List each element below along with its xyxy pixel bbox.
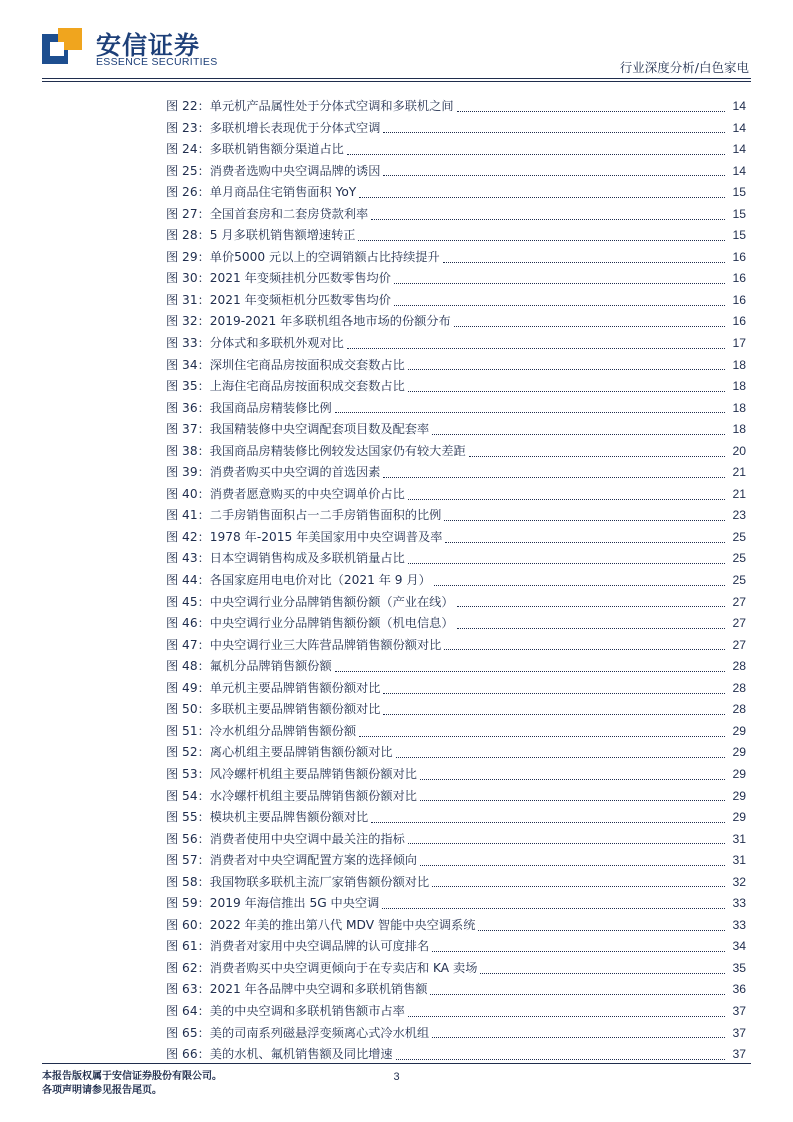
- toc-entry[interactable]: [166, 355, 746, 377]
- toc-page-number: 25: [732, 529, 746, 544]
- toc-entry[interactable]: [166, 742, 746, 764]
- toc-entry[interactable]: [166, 592, 746, 614]
- toc-entry[interactable]: [166, 118, 746, 140]
- toc-page-number: 14: [732, 142, 746, 157]
- toc-figure-number: 图 38：: [166, 443, 210, 458]
- toc-figure-number: 图 51：: [166, 723, 210, 738]
- toc-figure-number: 图 30：: [166, 271, 210, 286]
- toc-figure-number: 图 57：: [166, 853, 210, 868]
- toc-entry[interactable]: [166, 1001, 746, 1023]
- toc-figure-title: 冷水机组分品牌销售额份额: [209, 723, 357, 738]
- toc-dot-leader: [396, 756, 725, 758]
- toc-figure-number: 图 29：: [166, 249, 210, 264]
- toc-dot-leader: [383, 713, 725, 715]
- toc-page-number: 28: [732, 680, 746, 695]
- toc-entry[interactable]: [166, 247, 746, 269]
- toc-figure-title: 2021 年各品牌中央空调和多联机销售额: [209, 982, 428, 997]
- toc-page-number: 32: [732, 874, 746, 889]
- toc-figure-number: 图 25：: [166, 163, 210, 178]
- toc-page-number: 23: [732, 508, 746, 523]
- toc-figure-title: 我国商品房精装修比例较发达国家仍有较大差距: [209, 443, 466, 458]
- toc-dot-leader: [408, 368, 725, 370]
- toc-page-number: 25: [732, 551, 746, 566]
- toc-figure-number: 图 65：: [166, 1025, 210, 1040]
- toc-figure-title: 中央空调行业分品牌销售额份额（产业在线）: [209, 594, 454, 609]
- toc-figure-number: 图 60：: [166, 917, 210, 932]
- toc-entry[interactable]: [166, 376, 746, 398]
- toc-dot-leader: [444, 519, 725, 521]
- toc-figure-title: 分体式和多联机外观对比: [209, 336, 344, 351]
- toc-entry[interactable]: [166, 333, 746, 355]
- toc-figure-number: 图 53：: [166, 766, 210, 781]
- toc-figure-number: 图 66：: [166, 1047, 210, 1062]
- toc-figure-number: 图 40：: [166, 486, 210, 501]
- toc-entry[interactable]: [166, 872, 746, 894]
- toc-figure-number: 图 55：: [166, 810, 210, 825]
- toc-figure-title: 日本空调销售构成及多联机销量占比: [209, 551, 405, 566]
- toc-figure-number: 图 49：: [166, 680, 210, 695]
- toc-entry[interactable]: [166, 635, 746, 657]
- toc-page-number: 16: [732, 292, 746, 307]
- toc-figure-title: 氟机分品牌销售额份额: [209, 659, 332, 674]
- toc-entry[interactable]: [166, 1023, 746, 1045]
- toc-figure-title: 单元机主要品牌销售额份额对比: [209, 680, 381, 695]
- toc-entry[interactable]: [166, 570, 746, 592]
- toc-dot-leader: [432, 950, 725, 952]
- toc-page-number: 18: [732, 400, 746, 415]
- toc-page-number: 37: [732, 1025, 746, 1040]
- toc-entry[interactable]: [166, 764, 746, 786]
- toc-dot-leader: [335, 411, 725, 413]
- toc-figure-number: 图 50：: [166, 702, 210, 717]
- toc-figure-title: 消费者使用中央空调中最关注的指标: [209, 831, 405, 846]
- toc-figure-number: 图 28：: [166, 228, 210, 243]
- toc-dot-leader: [420, 864, 725, 866]
- toc-dot-leader: [434, 584, 725, 586]
- toc-figure-title: 上海住宅商品房按面积成交套数占比: [209, 379, 405, 394]
- toc-page-number: 29: [732, 788, 746, 803]
- toc-page-number: 31: [732, 831, 746, 846]
- toc-figure-title: 二手房销售面积占一二手房销售面积的比例: [209, 508, 442, 523]
- toc-entry[interactable]: [166, 915, 746, 937]
- toc-dot-leader: [347, 153, 725, 155]
- toc-page-number: 16: [732, 271, 746, 286]
- toc-page-number: 15: [732, 228, 746, 243]
- toc-entry[interactable]: [166, 225, 746, 247]
- toc-figure-title: 2022 年美的推出第八代 MDV 智能中央空调系统: [209, 917, 476, 932]
- toc-entry[interactable]: [166, 161, 746, 183]
- toc-entry[interactable]: [166, 290, 746, 312]
- toc-entry[interactable]: [166, 936, 746, 958]
- toc-entry[interactable]: [166, 548, 746, 570]
- toc-figure-number: 图 58：: [166, 874, 210, 889]
- toc-entry[interactable]: [166, 786, 746, 808]
- toc-figure-title: 我国精装修中央空调配套项目数及配套率: [209, 422, 430, 437]
- toc-entry[interactable]: [166, 419, 746, 441]
- toc-figure-title: 消费者愿意购买的中央空调单价占比: [209, 486, 405, 501]
- brand-name-en: ESSENCE SECURITIES: [96, 56, 218, 68]
- toc-page-number: 21: [732, 486, 746, 501]
- toc-figure-number: 图 48：: [166, 659, 210, 674]
- toc-figure-number: 图 23：: [166, 120, 210, 135]
- toc-page-number: 14: [732, 163, 746, 178]
- toc-figure-number: 图 61：: [166, 939, 210, 954]
- toc-dot-leader: [358, 239, 725, 241]
- footer-divider: [42, 1063, 751, 1064]
- toc-figure-number: 图 56：: [166, 831, 210, 846]
- toc-entry[interactable]: [166, 807, 746, 829]
- toc-page-number: 15: [732, 185, 746, 200]
- toc-page-number: 27: [732, 616, 746, 631]
- toc-entry[interactable]: [166, 656, 746, 678]
- toc-figure-number: 图 54：: [166, 788, 210, 803]
- toc-figure-title: 消费者购买中央空调的首选因素: [209, 465, 381, 480]
- toc-figure-number: 图 37：: [166, 422, 210, 437]
- toc-figure-title: 各国家庭用电电价对比（2021 年 9 月）: [209, 573, 431, 588]
- toc-entry[interactable]: [166, 462, 746, 484]
- toc-entry[interactable]: [166, 979, 746, 1001]
- toc-figure-number: 图 26：: [166, 185, 210, 200]
- toc-dot-leader: [480, 972, 725, 974]
- toc-figure-title: 深圳住宅商品房按面积成交套数占比: [209, 357, 405, 372]
- toc-page-number: 28: [732, 659, 746, 674]
- toc-entry[interactable]: [166, 829, 746, 851]
- toc-dot-leader: [359, 196, 725, 198]
- toc-dot-leader: [383, 131, 725, 133]
- toc-figure-title: 风冷螺杆机组主要品牌销售额份额对比: [209, 766, 417, 781]
- toc-figure-title: 2019-2021 年多联机组各地市场的份额分布: [209, 314, 451, 329]
- toc-page-number: 14: [732, 120, 746, 135]
- toc-entry[interactable]: [166, 441, 746, 463]
- toc-dot-leader: [335, 670, 725, 672]
- toc-page-number: 33: [732, 896, 746, 911]
- toc-page-number: 15: [732, 206, 746, 221]
- essence-logo-icon: [42, 28, 86, 72]
- toc-page-number: 16: [732, 249, 746, 264]
- toc-dot-leader: [347, 347, 725, 349]
- toc-figure-number: 图 52：: [166, 745, 210, 760]
- toc-dot-leader: [469, 455, 725, 457]
- toc-figure-number: 图 46：: [166, 616, 210, 631]
- toc-dot-leader: [432, 885, 725, 887]
- toc-dot-leader: [394, 282, 725, 284]
- toc-dot-leader: [457, 627, 725, 629]
- toc-figure-number: 图 35：: [166, 379, 210, 394]
- toc-figure-title: 消费者购买中央空调更倾向于在专卖店和 KA 卖场: [209, 960, 478, 975]
- toc-page-number: 34: [732, 939, 746, 954]
- toc-dot-leader: [383, 476, 725, 478]
- toc-figure-number: 图 43：: [166, 551, 210, 566]
- toc-figure-title: 中央空调行业分品牌销售额份额（机电信息）: [209, 616, 454, 631]
- toc-dot-leader: [454, 325, 725, 327]
- toc-dot-leader: [408, 562, 725, 564]
- toc-page-number: 31: [732, 853, 746, 868]
- toc-figure-title: 多联机增长表现优于分体式空调: [209, 120, 381, 135]
- toc-dot-leader: [432, 1036, 725, 1038]
- toc-dot-leader: [408, 1015, 725, 1017]
- toc-figure-number: 图 31：: [166, 292, 210, 307]
- toc-figure-title: 2021 年变频挂机分匹数零售均价: [209, 271, 391, 286]
- toc-figure-number: 图 32：: [166, 314, 210, 329]
- toc-dot-leader: [478, 929, 725, 931]
- toc-figure-number: 图 64：: [166, 1003, 210, 1018]
- toc-figure-number: 图 44：: [166, 573, 210, 588]
- toc-figure-title: 模块机主要品牌售额份额对比: [209, 810, 369, 825]
- brand-name-cn: 安信证券: [96, 31, 201, 60]
- toc-figure-number: 图 63：: [166, 982, 210, 997]
- toc-dot-leader: [420, 799, 725, 801]
- toc-figure-number: 图 41：: [166, 508, 210, 523]
- toc-page-number: 36: [732, 982, 746, 997]
- toc-figure-title: 全国首套房和二套房贷款利率: [209, 206, 369, 221]
- header-divider-secondary: [42, 81, 751, 82]
- toc-dot-leader: [432, 433, 725, 435]
- toc-page-number: 17: [732, 336, 746, 351]
- disclaimer-notice: 各项声明请参见报告尾页。: [42, 1085, 162, 1096]
- toc-figure-number: 图 42：: [166, 529, 210, 544]
- toc-page-number: 33: [732, 917, 746, 932]
- toc-figure-title: 美的中央空调和多联机销售额市占率: [209, 1003, 405, 1018]
- toc-entry[interactable]: [166, 613, 746, 635]
- toc-page-number: 28: [732, 702, 746, 717]
- toc-figure-title: 2019 年海信推出 5G 中央空调: [209, 896, 380, 911]
- toc-page-number: 18: [732, 357, 746, 372]
- toc-page-number: 16: [732, 314, 746, 329]
- toc-entry[interactable]: [166, 398, 746, 420]
- toc-dot-leader: [457, 605, 725, 607]
- header-divider: [42, 78, 751, 79]
- toc-figure-number: 图 33：: [166, 336, 210, 351]
- toc-page-number: 25: [732, 573, 746, 588]
- toc-page-number: 18: [732, 422, 746, 437]
- toc-dot-leader: [445, 541, 725, 543]
- toc-page-number: 37: [732, 1047, 746, 1062]
- toc-figure-number: 图 62：: [166, 960, 210, 975]
- toc-entry[interactable]: [166, 505, 746, 527]
- toc-entry[interactable]: [166, 204, 746, 226]
- toc-entry[interactable]: [166, 699, 746, 721]
- toc-figure-title: 多联机主要品牌销售额份额对比: [209, 702, 381, 717]
- toc-entry[interactable]: [166, 678, 746, 700]
- toc-figure-title: 中央空调行业三大阵营品牌销售额份额对比: [209, 637, 442, 652]
- toc-dot-leader: [394, 304, 725, 306]
- toc-page-number: 21: [732, 465, 746, 480]
- toc-page-number: 14: [732, 99, 746, 113]
- toc-entry[interactable]: [166, 182, 746, 204]
- figure-table-of-contents: [166, 96, 746, 1066]
- toc-page-number: 29: [732, 745, 746, 760]
- toc-figure-title: 5 月多联机销售额增速转正: [209, 228, 356, 243]
- toc-dot-leader: [430, 993, 725, 995]
- toc-dot-leader: [408, 842, 725, 844]
- toc-entry[interactable]: [166, 850, 746, 872]
- toc-figure-title: 我国商品房精装修比例: [209, 400, 332, 415]
- toc-page-number: 29: [732, 810, 746, 825]
- toc-entry[interactable]: [166, 311, 746, 333]
- toc-page-number: 35: [732, 960, 746, 975]
- toc-page-number: 37: [732, 1003, 746, 1018]
- toc-entry[interactable]: [166, 484, 746, 506]
- toc-figure-title: 2021 年变频柜机分匹数零售均价: [209, 292, 391, 307]
- page-number: 3: [393, 1071, 400, 1083]
- toc-figure-title: 离心机组主要品牌销售额份额对比: [209, 745, 393, 760]
- toc-figure-number: 图 36：: [166, 400, 210, 415]
- toc-figure-number: 图 47：: [166, 637, 210, 652]
- toc-dot-leader: [396, 1058, 725, 1060]
- toc-figure-title: 单价5000 元以上的空调销额占比持续提升: [209, 249, 440, 264]
- toc-figure-number: 图 45：: [166, 594, 210, 609]
- toc-figure-title: 1978 年-2015 年美国家用中央空调普及率: [209, 529, 443, 544]
- toc-dot-leader: [408, 390, 725, 392]
- toc-entry[interactable]: [166, 268, 746, 290]
- toc-entry[interactable]: [166, 96, 746, 118]
- toc-figure-number: 图 22：: [166, 99, 210, 113]
- toc-figure-title: 水冷螺杆机组主要品牌销售额份额对比: [209, 788, 417, 803]
- toc-dot-leader: [457, 110, 725, 112]
- toc-dot-leader: [359, 735, 725, 737]
- toc-entry[interactable]: [166, 139, 746, 161]
- toc-figure-title: 我国物联多联机主流厂家销售额份额对比: [209, 874, 430, 889]
- toc-page-number: 18: [732, 379, 746, 394]
- toc-figure-title: 消费者对中央空调配置方案的选择倾向: [209, 853, 417, 868]
- toc-figure-title: 美的司南系列磁悬浮变频离心式冷水机组: [209, 1025, 430, 1040]
- toc-figure-title: 消费者对家用中央空调品牌的认可度排名: [209, 939, 430, 954]
- toc-dot-leader: [443, 261, 725, 263]
- toc-entry[interactable]: [166, 527, 746, 549]
- toc-figure-title: 消费者选购中央空调品牌的诱因: [209, 163, 381, 178]
- toc-figure-number: 图 39：: [166, 465, 210, 480]
- toc-figure-title: 单元机产品属性处于分体式空调和多联机之间: [209, 99, 454, 113]
- toc-page-number: 29: [732, 766, 746, 781]
- toc-figure-title: 多联机销售额分渠道占比: [209, 142, 344, 157]
- toc-page-number: 27: [732, 594, 746, 609]
- toc-figure-number: 图 24：: [166, 142, 210, 157]
- toc-entry[interactable]: [166, 958, 746, 980]
- toc-entry[interactable]: [166, 721, 746, 743]
- toc-dot-leader: [408, 498, 725, 500]
- toc-dot-leader: [371, 821, 725, 823]
- toc-entry[interactable]: [166, 893, 746, 915]
- report-category: 行业深度分析/白色家电: [619, 60, 749, 75]
- toc-dot-leader: [383, 174, 725, 176]
- toc-figure-number: 图 59：: [166, 896, 210, 911]
- toc-page-number: 20: [732, 443, 746, 458]
- toc-dot-leader: [444, 648, 725, 650]
- disclaimer-copyright: 本报告版权属于安信证券股份有限公司。: [42, 1071, 222, 1082]
- toc-figure-title: 单月商品住宅销售面积 YoY: [209, 185, 357, 200]
- toc-page-number: 27: [732, 637, 746, 652]
- toc-dot-leader: [382, 907, 725, 909]
- toc-dot-leader: [420, 778, 725, 780]
- toc-dot-leader: [383, 692, 725, 694]
- toc-page-number: 29: [732, 723, 746, 738]
- toc-figure-number: 图 27：: [166, 206, 210, 221]
- toc-dot-leader: [371, 218, 725, 220]
- toc-figure-number: 图 34：: [166, 357, 210, 372]
- toc-figure-title: 美的水机、氟机销售额及同比增速: [209, 1047, 393, 1062]
